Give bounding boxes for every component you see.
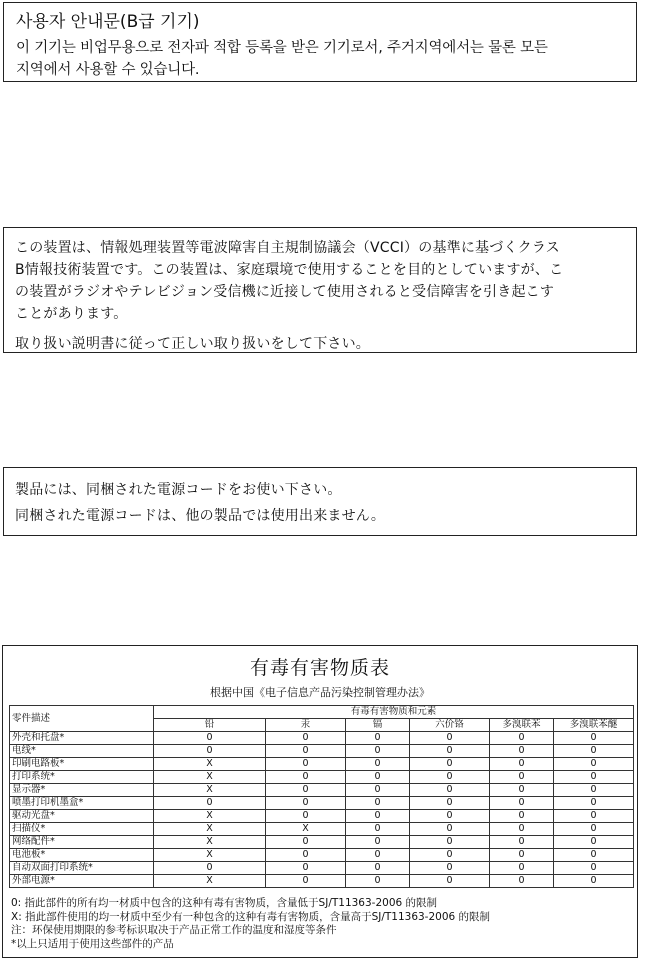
substance-value-cell: X xyxy=(154,823,266,836)
substance-value-cell: 0 xyxy=(266,849,346,862)
substance-header: 铅 xyxy=(154,719,266,732)
substance-value-cell: 0 xyxy=(490,784,554,797)
power-cord-notice-line-1: 製品には、同梱された電源コードをお使い下さい。 xyxy=(15,482,342,498)
substance-value-cell: 0 xyxy=(266,784,346,797)
substance-header: 镉 xyxy=(346,719,410,732)
substance-value-cell: 0 xyxy=(554,784,634,797)
substance-value-cell: X xyxy=(154,849,266,862)
table-row xyxy=(10,758,634,771)
substance-value-cell: X xyxy=(154,810,266,823)
substance-value-cell: 0 xyxy=(554,771,634,784)
substance-value-cell: 0 xyxy=(410,849,490,862)
substance-value-cell: X xyxy=(154,758,266,771)
rohs-title: 有毒有害物质表 xyxy=(249,657,390,679)
substance-value-cell: 0 xyxy=(410,732,490,745)
part-name-cell: 网络配件* xyxy=(10,836,154,849)
substance-value-cell: 0 xyxy=(346,849,410,862)
rohs-table-section xyxy=(2,645,638,958)
substance-value-cell: 0 xyxy=(490,810,554,823)
part-name-cell: 驱动光盘* xyxy=(10,810,154,823)
substance-value-cell: 0 xyxy=(266,758,346,771)
substance-value-cell: 0 xyxy=(554,875,634,888)
rohs-subtitle: 根据中国《电子信息产品污染控制管理办法》 xyxy=(210,686,430,699)
substance-value-cell: 0 xyxy=(490,732,554,745)
substance-value-cell: 0 xyxy=(266,732,346,745)
substance-value-cell: X xyxy=(266,823,346,836)
substance-value-cell: 0 xyxy=(554,823,634,836)
part-name-cell: 电线* xyxy=(10,745,154,758)
substances-group-header: 有毒有害物质和元素 xyxy=(154,706,634,719)
substance-value-cell: 0 xyxy=(410,836,490,849)
vcci-notice xyxy=(3,227,637,353)
substance-value-cell: 0 xyxy=(346,823,410,836)
substance-value-cell: 0 xyxy=(554,810,634,823)
rohs-note: *以上只适用于使用这些部件的产品 xyxy=(11,937,174,950)
vcci-notice-line-3: の装置がラジオやテレビジョン受信機に近接して使用されると受信障害を引き起こす xyxy=(15,284,555,300)
korean-class-b-notice xyxy=(3,2,637,82)
korean-notice-line-2: 지역에서 사용할 수 있습니다. xyxy=(16,62,200,78)
rohs-notes xyxy=(11,897,490,951)
substance-value-cell: 0 xyxy=(346,758,410,771)
substance-value-cell: 0 xyxy=(154,732,266,745)
substance-value-cell: 0 xyxy=(346,771,410,784)
part-name-cell: 显示器* xyxy=(10,784,154,797)
substance-value-cell: 0 xyxy=(346,784,410,797)
substance-value-cell: 0 xyxy=(410,862,490,875)
rohs-table xyxy=(9,705,634,888)
power-cord-notice-line-2: 同梱された電源コードは、他の製品では使用出来ません。 xyxy=(15,508,386,524)
rohs-note: 0: 指此部件的所有均一材质中包含的这种有毒有害物质，含量低于SJ/T11363-2006 的限制 xyxy=(11,897,438,909)
substance-value-cell: 0 xyxy=(410,745,490,758)
part-name-cell: 喷墨打印机墨盒* xyxy=(10,797,154,810)
table-row xyxy=(10,732,634,745)
table-row xyxy=(10,862,634,875)
substance-value-cell: 0 xyxy=(410,810,490,823)
substance-header: 汞 xyxy=(266,719,346,732)
substance-value-cell: 0 xyxy=(490,797,554,810)
power-cord-notice xyxy=(3,467,637,536)
substance-header: 多溴联苯 xyxy=(490,719,554,732)
substance-header: 多溴联苯醚 xyxy=(554,719,634,732)
substance-value-cell: 0 xyxy=(554,862,634,875)
vcci-notice-line-5: 取り扱い説明書に従って正しい取り扱いをして下さい。 xyxy=(15,336,370,352)
substance-value-cell: 0 xyxy=(266,797,346,810)
substance-value-cell: 0 xyxy=(410,875,490,888)
part-name-cell: 扫描仪* xyxy=(10,823,154,836)
substance-header: 六价铬 xyxy=(410,719,490,732)
substance-value-cell: 0 xyxy=(490,862,554,875)
substance-value-cell: X xyxy=(154,836,266,849)
substance-value-cell: 0 xyxy=(266,875,346,888)
substance-value-cell: 0 xyxy=(554,732,634,745)
vcci-notice-line-4: ことがあります。 xyxy=(15,306,128,322)
substance-value-cell: 0 xyxy=(554,836,634,849)
table-row xyxy=(10,797,634,810)
substance-value-cell: 0 xyxy=(554,797,634,810)
part-name-cell: 电池板* xyxy=(10,849,154,862)
substance-value-cell: 0 xyxy=(266,810,346,823)
substance-value-cell: X xyxy=(154,784,266,797)
korean-notice-line-1: 이 기기는 비업무용으로 전자파 적합 등록을 받은 기기로서, 주거지역에서는 물론 모든 xyxy=(16,40,548,56)
vcci-notice-line-1: この装置は、情報処理装置等電波障害自主規制協議会（VCCI）の基準に基づくクラス xyxy=(15,240,560,256)
substance-value-cell: 0 xyxy=(490,745,554,758)
substance-value-cell: 0 xyxy=(410,771,490,784)
substance-value-cell: 0 xyxy=(266,862,346,875)
part-name-cell: 印刷电路板* xyxy=(10,758,154,771)
substance-value-cell: 0 xyxy=(554,849,634,862)
table-row xyxy=(10,836,634,849)
part-description-header: 零件描述 xyxy=(10,706,154,732)
substance-value-cell: 0 xyxy=(410,758,490,771)
table-row xyxy=(10,745,634,758)
substance-value-cell: 0 xyxy=(346,875,410,888)
substance-value-cell: 0 xyxy=(490,836,554,849)
table-row xyxy=(10,810,634,823)
part-name-cell: 自动双面打印系统* xyxy=(10,862,154,875)
substance-value-cell: 0 xyxy=(490,758,554,771)
part-name-cell: 外部电源* xyxy=(10,875,154,888)
substance-value-cell: 0 xyxy=(346,732,410,745)
substance-value-cell: X xyxy=(154,875,266,888)
part-name-cell: 外壳和托盘* xyxy=(10,732,154,745)
substance-value-cell: 0 xyxy=(154,862,266,875)
korean-notice-title: 사용자 안내문(B급 기기) xyxy=(16,12,200,32)
substance-value-cell: 0 xyxy=(346,745,410,758)
substance-value-cell: 0 xyxy=(490,823,554,836)
substance-value-cell: 0 xyxy=(490,849,554,862)
vcci-notice-line-2: B情報技術装置です。この装置は、家庭環境で使用することを目的としていますが、こ xyxy=(15,262,564,278)
substance-value-cell: 0 xyxy=(266,771,346,784)
substance-value-cell: 0 xyxy=(346,862,410,875)
substance-value-cell: X xyxy=(154,771,266,784)
rohs-note: 注：环保使用期限的参考标识取决于产品正常工作的温度和湿度等条件 xyxy=(11,924,337,936)
substance-value-cell: 0 xyxy=(346,836,410,849)
substance-value-cell: 0 xyxy=(266,836,346,849)
table-row xyxy=(10,849,634,862)
rohs-header-row xyxy=(10,706,634,719)
table-row xyxy=(10,784,634,797)
substance-value-cell: 0 xyxy=(554,758,634,771)
substance-value-cell: 0 xyxy=(410,784,490,797)
substance-value-cell: 0 xyxy=(410,797,490,810)
substance-value-cell: 0 xyxy=(490,771,554,784)
substance-value-cell: 0 xyxy=(266,745,346,758)
substance-value-cell: 0 xyxy=(346,810,410,823)
substance-value-cell: 0 xyxy=(490,875,554,888)
substance-value-cell: 0 xyxy=(154,745,266,758)
substance-value-cell: 0 xyxy=(346,797,410,810)
substance-value-cell: 0 xyxy=(554,745,634,758)
table-row xyxy=(10,823,634,836)
rohs-note: X: 指此部件使用的均一材质中至少有一种包含的这种有毒有害物质，含量高于SJ/T11363-2006 的限制 xyxy=(11,910,491,923)
part-name-cell: 打印系统* xyxy=(10,771,154,784)
substance-value-cell: 0 xyxy=(410,823,490,836)
table-row xyxy=(10,875,634,888)
table-row xyxy=(10,771,634,784)
substance-value-cell: 0 xyxy=(154,797,266,810)
